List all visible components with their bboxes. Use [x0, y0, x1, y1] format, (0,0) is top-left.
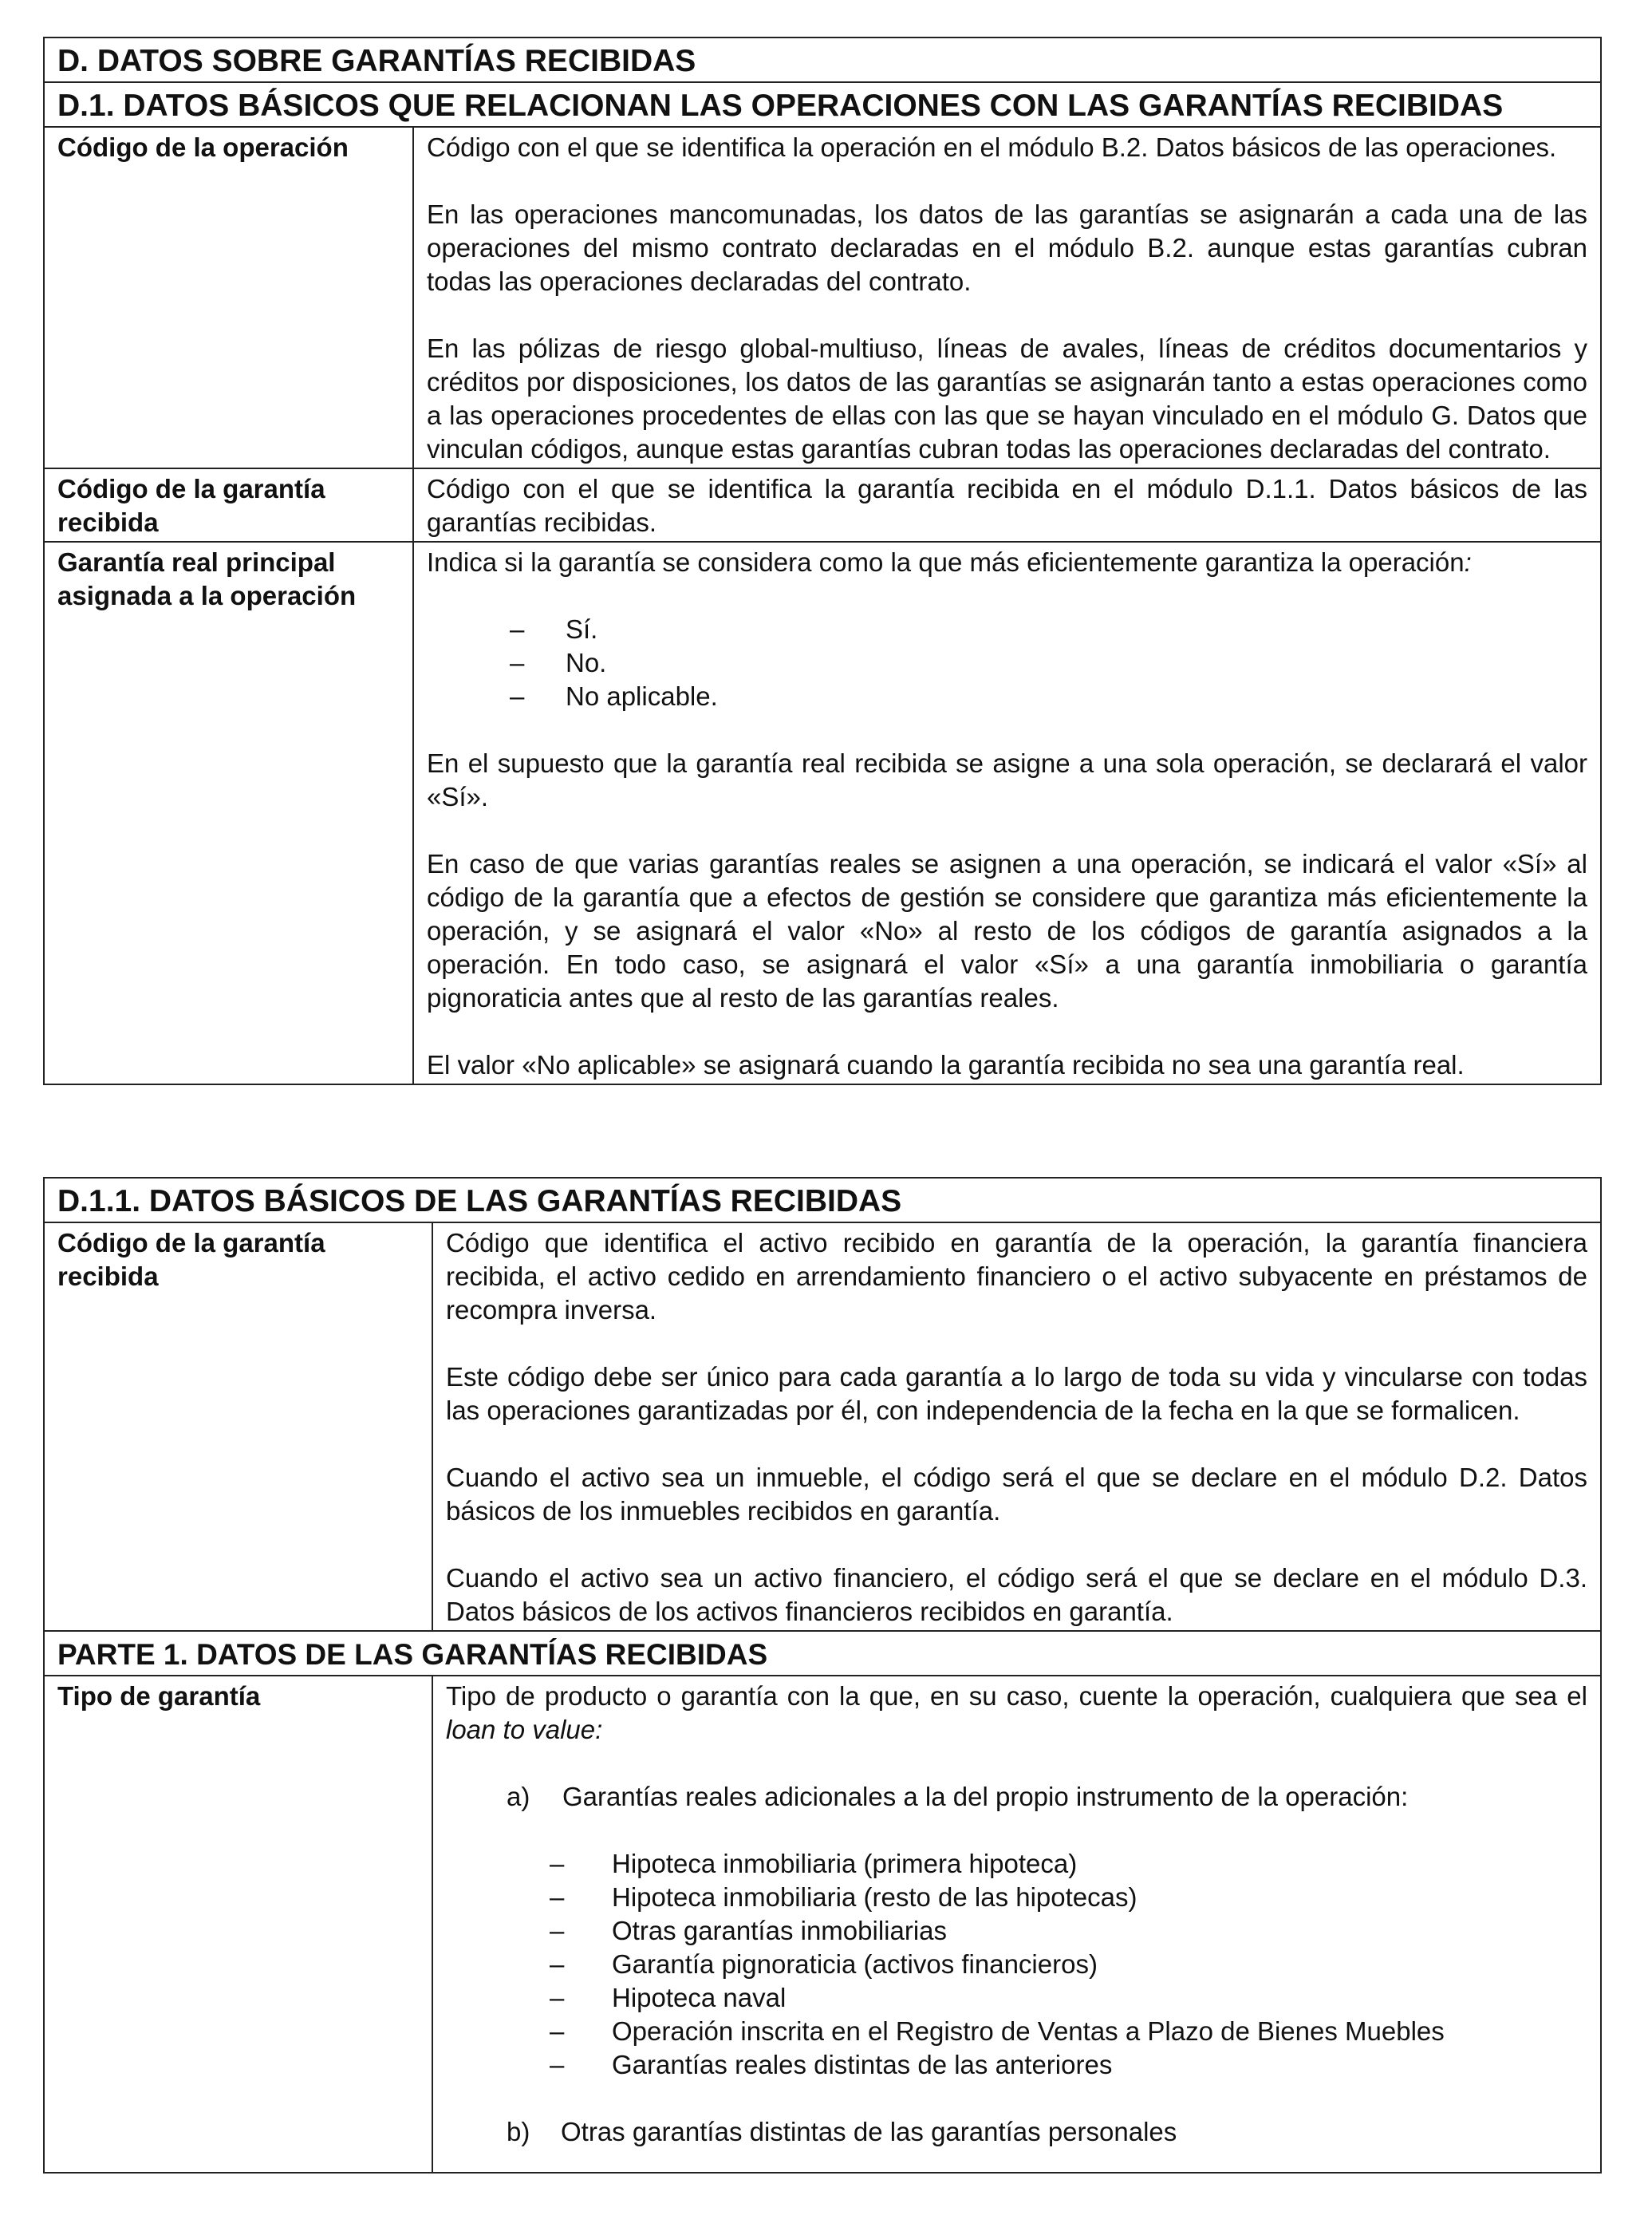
list-item: – No aplicable.: [427, 680, 1587, 713]
field-description-garantia-real-principal: [413, 542, 1601, 1084]
paragraph: En las pólizas de riesgo global-multiuso, líneas de avales, líneas de créditos documentarios y créditos por disposiciones, los datos de las garantías se asignarán tanto a estas operaciones como a las operaciones procedentes de ellas con las que se hayan vinculado en el módulo G. Datos que vinculan códigos, aunque estas garantías cubran todas las operaciones declaradas del contrato.: [427, 334, 1587, 464]
section-title-d1: D.1. DATOS BÁSICOS QUE RELACIONAN LAS OPERACIONES CON LAS GARANTÍAS RECIBIDAS: [44, 82, 1601, 127]
field-label-garantia-real-principal: Garantía real principal asignada a la operación: [44, 542, 413, 1084]
field-description-tipo-garantia: [432, 1676, 1601, 2173]
table-row: [44, 468, 1601, 542]
list-section-b: [446, 2115, 1587, 2149]
section-title-parte1: PARTE 1. DATOS DE LAS GARANTÍAS RECIBIDAS: [44, 1631, 1601, 1676]
paragraph: Cuando el activo sea un inmueble, el código será el que se declare en el módulo D.2. Datos básicos de los inmuebles recibidos en garantía.: [446, 1463, 1587, 1526]
paragraph: En las operaciones mancomunadas, los datos de las garantías se asignarán a cada una de las operaciones del mismo contrato declaradas en el módulo B.2. aunque estas garantías cubran todas las operaciones declaradas del contrato.: [427, 199, 1587, 296]
list-item: – Hipoteca inmobiliaria (resto de las hipotecas): [446, 1881, 1587, 1914]
list-marker-b: b): [507, 2117, 530, 2146]
list-item: – Garantía pignoraticia (activos financieros): [446, 1948, 1587, 1981]
list-section-b-text: Otras garantías distintas de las garantías personales: [561, 2117, 1177, 2146]
paragraph-text: Indica si la garantía se considera como la que más eficientemente garantiza la operación: [427, 547, 1465, 577]
paragraph: En caso de que varias garantías reales se asignen a una operación, se indicará el valor «Sí» al código de la garantía que a efectos de gestión se considere que garantiza más eficientemente la operación, y se asignará el valor «No» al resto de los códigos de garantía asignados a la operación. En todo caso, se asignará el valor «Sí» a una garantía inmobiliaria o garantía pignoraticia antes que al resto de las garantías reales.: [427, 849, 1587, 1013]
paragraph-text: Tipo de producto o garantía con la que, en su caso, cuente la operación, cualquiera que sea el: [446, 1681, 1587, 1711]
list-item: – Hipoteca naval: [446, 1981, 1587, 2015]
list-item: – Hipoteca inmobiliaria (primera hipoteca): [446, 1847, 1587, 1881]
paragraph: El valor «No aplicable» se asignará cuando la garantía recibida no sea una garantía real.: [427, 1050, 1465, 1080]
list-item: – No.: [427, 646, 1587, 680]
garantias-reales-list: [446, 1847, 1587, 2082]
list-section-a-text: Garantías reales adicionales a la del propio instrumento de la operación:: [562, 1782, 1409, 1811]
field-label-tipo-garantia: Tipo de garantía: [44, 1676, 432, 2173]
paragraph: Código que identifica el activo recibido en garantía de la operación, la garantía financiera recibida, el activo cedido en arrendamiento financiero o el activo subyacente en préstamos de recompra inversa.: [446, 1228, 1587, 1325]
section-title-d: D. DATOS SOBRE GARANTÍAS RECIBIDAS: [44, 38, 1601, 82]
table-row: [44, 127, 1601, 468]
table-row: [44, 1676, 1601, 2173]
list-marker-a: a): [507, 1782, 530, 1811]
loan-to-value-term: loan to value:: [446, 1715, 603, 1744]
table-row: [44, 1222, 1601, 1631]
field-description-codigo-operacion: [413, 127, 1601, 468]
field-label-codigo-garantia-recibida: Código de la garantía recibida: [44, 1222, 432, 1631]
paragraph: Código con el que se identifica la garantía recibida en el módulo D.1.1. Datos básicos de las garantías recibidas.: [427, 474, 1587, 537]
paragraph: [446, 1680, 1587, 1747]
field-description-codigo-garantia: [413, 468, 1601, 542]
table-d11-garantias-recibidas: [43, 1177, 1602, 2174]
list-item: – Otras garantías inmobiliarias: [446, 1914, 1587, 1948]
list-item: – Operación inscrita en el Registro de Ventas a Plazo de Bienes Muebles: [446, 2015, 1587, 2048]
options-list: [427, 613, 1587, 713]
table-row: [44, 542, 1601, 1084]
paragraph: Este código debe ser único para cada garantía a lo largo de toda su vida y vincularse con todas las operaciones garantizadas por él, con independencia de la fecha en la que se formalicen.: [446, 1362, 1587, 1425]
paragraph: Cuando el activo sea un activo financiero, el código será el que se declare en el módulo D.3. Datos básicos de los activos financieros recibidos en garantía.: [446, 1563, 1587, 1626]
table-d1-operaciones-garantias: [43, 37, 1602, 1085]
section-title-d11: D.1.1. DATOS BÁSICOS DE LAS GARANTÍAS RECIBIDAS: [44, 1178, 1601, 1222]
field-label-codigo-operacion: Código de la operación: [44, 127, 413, 468]
field-description-codigo-garantia-recibida: [432, 1222, 1601, 1631]
list-section-a: [446, 1780, 1587, 1814]
paragraph-colon: :: [1464, 547, 1472, 577]
paragraph: En el supuesto que la garantía real recibida se asigne a una sola operación, se declarará el valor «Sí».: [427, 748, 1587, 811]
list-item: – Sí.: [427, 613, 1587, 646]
paragraph: [427, 546, 1587, 579]
paragraph: Código con el que se identifica la operación en el módulo B.2. Datos básicos de las operaciones.: [427, 132, 1557, 162]
field-label-codigo-garantia: Código de la garantía recibida: [44, 468, 413, 542]
list-item: – Garantías reales distintas de las anteriores: [446, 2048, 1587, 2082]
